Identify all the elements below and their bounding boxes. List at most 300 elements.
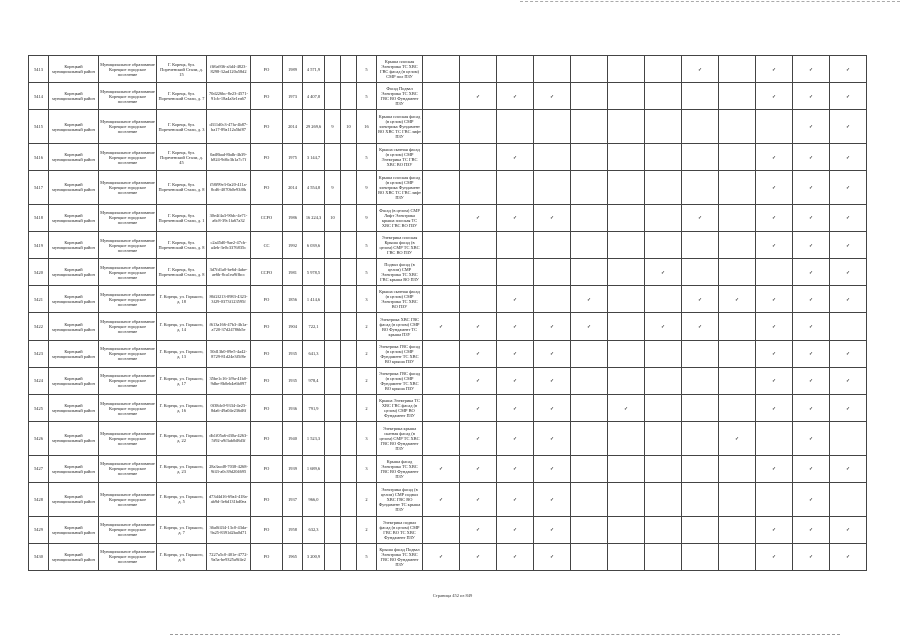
empty-check-cell xyxy=(608,231,645,258)
floors-cell xyxy=(325,422,341,456)
check-mark-icon: ✓ xyxy=(756,543,793,570)
district-cell: Корецкий муниципальный район xyxy=(49,83,99,110)
fund-type-cell: FO xyxy=(251,340,283,367)
row-number: 5419 xyxy=(29,231,49,258)
district-cell: Корецкий муниципальный район xyxy=(49,340,99,367)
entrances-cell xyxy=(341,259,357,286)
works-cell: Фасад Подвал Электрика ТС ХВС ГВС ВО Фундамент ПЗУ xyxy=(377,83,423,110)
check-mark-icon: ✓ xyxy=(719,286,756,313)
check-mark-icon: ✓ xyxy=(534,340,571,367)
empty-check-cell xyxy=(571,231,608,258)
check-mark-icon: ✓ xyxy=(793,231,830,258)
empty-check-cell xyxy=(497,110,534,144)
works-cell: Электрика ГВС фасад (в целом) СМР Фундамент ТС ХВС ВО крыша ПЗУ xyxy=(377,367,423,394)
area-cell: 3 200,9 xyxy=(303,543,325,570)
floors-cell xyxy=(325,367,341,394)
year-cell: 1935 xyxy=(283,340,303,367)
empty-check-cell xyxy=(423,340,460,367)
empty-check-cell xyxy=(719,56,756,83)
check-mark-icon: ✓ xyxy=(793,367,830,394)
row-number: 5413 xyxy=(29,56,49,83)
empty-check-cell xyxy=(423,286,460,313)
empty-check-cell xyxy=(608,259,645,286)
empty-check-cell xyxy=(571,543,608,570)
check-mark-icon: ✓ xyxy=(756,286,793,313)
district-cell: Корецкий муниципальный район xyxy=(49,143,99,170)
empty-check-cell xyxy=(423,171,460,205)
check-mark-icon: ✓ xyxy=(645,259,682,286)
fund-type-cell: CCFO xyxy=(251,259,283,286)
check-mark-icon: ✓ xyxy=(423,455,460,482)
table-row xyxy=(29,455,867,482)
table-row xyxy=(29,286,867,313)
empty-check-cell xyxy=(756,482,793,516)
house-id-cell: 70d226bc-8e23-4571-91cb-18a4a3e1ea67 xyxy=(207,83,251,110)
row-number: 5414 xyxy=(29,83,49,110)
check-mark-icon: ✓ xyxy=(497,455,534,482)
address-cell: Г. Корецк, ул. Горького, д. 5 xyxy=(157,482,207,516)
table-row xyxy=(29,143,867,170)
empty-check-cell xyxy=(571,204,608,231)
check-mark-icon: ✓ xyxy=(793,286,830,313)
check-mark-icon: ✓ xyxy=(423,543,460,570)
house-id-cell: c2a45d0-9ae2-47cb-a4eb-3e0c3376835c xyxy=(207,231,251,258)
empty-check-cell xyxy=(719,110,756,144)
empty-check-cell xyxy=(608,204,645,231)
empty-check-cell xyxy=(608,171,645,205)
empty-check-cell xyxy=(571,422,608,456)
empty-check-cell xyxy=(645,110,682,144)
year-cell: 1940 xyxy=(283,422,303,456)
empty-check-cell xyxy=(830,422,867,456)
area-cell: 4 407,8 xyxy=(303,83,325,110)
empty-check-cell xyxy=(719,543,756,570)
district-cell: Корецкий муниципальный район xyxy=(49,455,99,482)
empty-check-cell xyxy=(830,482,867,516)
check-mark-icon: ✓ xyxy=(460,367,497,394)
count-cell: 2 xyxy=(357,482,377,516)
table-row xyxy=(29,543,867,570)
check-mark-icon: ✓ xyxy=(793,171,830,205)
empty-check-cell xyxy=(571,171,608,205)
empty-check-cell xyxy=(608,482,645,516)
check-mark-icon: ✓ xyxy=(830,56,867,83)
empty-check-cell xyxy=(719,313,756,340)
empty-check-cell xyxy=(719,455,756,482)
empty-check-cell xyxy=(534,171,571,205)
empty-check-cell xyxy=(682,259,719,286)
empty-check-cell xyxy=(719,231,756,258)
empty-check-cell xyxy=(682,543,719,570)
fund-type-cell: CCFO xyxy=(251,204,283,231)
fund-type-cell: FO xyxy=(251,83,283,110)
area-cell: 1 414,6 xyxy=(303,286,325,313)
row-number: 5428 xyxy=(29,482,49,516)
empty-check-cell xyxy=(497,231,534,258)
floors-cell xyxy=(325,83,341,110)
address-cell: Г. Корецк, бул. Пореченский Стали, д. 45 xyxy=(157,143,207,170)
empty-check-cell xyxy=(682,367,719,394)
works-cell: Электрика плоская Крыша фасад (в целом) СМР ТС ХВС ГВС ВО ПЗУ xyxy=(377,231,423,258)
fund-type-cell: FO xyxy=(251,395,283,422)
year-cell: 1992 xyxy=(283,231,303,258)
table-row xyxy=(29,83,867,110)
entrances-cell xyxy=(341,516,357,543)
check-mark-icon: ✓ xyxy=(756,367,793,394)
empty-check-cell xyxy=(645,422,682,456)
empty-check-cell xyxy=(645,455,682,482)
district-cell: Корецкий муниципальный район xyxy=(49,543,99,570)
count-cell: 16 xyxy=(357,110,377,144)
table-row xyxy=(29,110,867,144)
district-cell: Корецкий муниципальный район xyxy=(49,313,99,340)
check-mark-icon: ✓ xyxy=(460,83,497,110)
check-mark-icon: ✓ xyxy=(682,286,719,313)
entrances-cell xyxy=(341,455,357,482)
check-mark-icon: ✓ xyxy=(682,204,719,231)
empty-check-cell xyxy=(571,259,608,286)
entrances-cell xyxy=(341,231,357,258)
row-number: 5429 xyxy=(29,516,49,543)
empty-check-cell xyxy=(645,286,682,313)
check-mark-icon: ✓ xyxy=(497,143,534,170)
house-id-cell: d73d4d16-69a4-418a-ab9d-3e6d131bd0ea xyxy=(207,482,251,516)
works-cell: Электрика подвал фасад (в целом) СМР ГВС ВО ТС ХВС Фундамент ПЗУ xyxy=(377,516,423,543)
address-cell: Г. Корецк, ул. Горького, д. 14 xyxy=(157,313,207,340)
check-mark-icon: ✓ xyxy=(534,204,571,231)
check-mark-icon: ✓ xyxy=(460,340,497,367)
entrances-cell xyxy=(341,204,357,231)
entrances-cell xyxy=(341,482,357,516)
empty-check-cell xyxy=(682,171,719,205)
check-mark-icon: ✓ xyxy=(645,313,682,340)
empty-check-cell xyxy=(608,367,645,394)
works-cell: Электрика ХВС ГВС фасад (в целом) СМР ВО Фундамент ТС крыша ПЗУ xyxy=(377,313,423,340)
empty-check-cell xyxy=(719,340,756,367)
row-number: 5418 xyxy=(29,204,49,231)
entrances-cell xyxy=(341,422,357,456)
municipality-cell: Муниципальное образование Корецкое городское поселение xyxy=(99,171,157,205)
check-mark-icon: ✓ xyxy=(534,422,571,456)
empty-check-cell xyxy=(645,482,682,516)
register-table xyxy=(28,55,867,571)
district-cell: Корецкий муниципальный район xyxy=(49,259,99,286)
check-mark-icon: ✓ xyxy=(830,110,867,144)
check-mark-icon: ✓ xyxy=(497,516,534,543)
empty-check-cell xyxy=(719,83,756,110)
empty-check-cell xyxy=(534,110,571,144)
entrances-cell xyxy=(341,313,357,340)
check-mark-icon: ✓ xyxy=(830,259,867,286)
works-cell: Электрика ГВС фасад (в целом) СМР Фундамент ТС ХВС ВО крыша ПЗУ xyxy=(377,340,423,367)
works-cell: Крыша плоская фасад (в целом) СМР электрика Фундамент ВО ХВС ТС ГВС лифт ПЗУ xyxy=(377,110,423,144)
district-cell: Корецкий муниципальный район xyxy=(49,482,99,516)
district-cell: Корецкий муниципальный район xyxy=(49,171,99,205)
empty-check-cell xyxy=(682,516,719,543)
floors-cell: 10 xyxy=(325,204,341,231)
row-number: 5426 xyxy=(29,422,49,456)
row-number: 5417 xyxy=(29,171,49,205)
check-mark-icon: ✓ xyxy=(497,482,534,516)
empty-check-cell xyxy=(460,171,497,205)
empty-check-cell xyxy=(534,143,571,170)
empty-check-cell xyxy=(608,143,645,170)
check-mark-icon: ✓ xyxy=(793,110,830,144)
fund-type-cell: FO xyxy=(251,516,283,543)
municipality-cell: Муниципальное образование Корецкое городское поселение xyxy=(99,340,157,367)
check-mark-icon: ✓ xyxy=(756,313,793,340)
empty-check-cell xyxy=(423,110,460,144)
fund-type-cell: FO xyxy=(251,171,283,205)
district-cell: Корецкий муниципальный район xyxy=(49,395,99,422)
district-cell: Корецкий муниципальный район xyxy=(49,422,99,456)
year-cell: 1989 xyxy=(283,56,303,83)
check-mark-icon: ✓ xyxy=(460,422,497,456)
check-mark-icon: ✓ xyxy=(534,482,571,516)
empty-check-cell xyxy=(497,259,534,286)
address-cell: Г. Корецк, ул. Горького, д. 16 xyxy=(157,395,207,422)
year-cell: 1904 xyxy=(283,313,303,340)
check-mark-icon: ✓ xyxy=(756,143,793,170)
empty-check-cell xyxy=(756,259,793,286)
check-mark-icon: ✓ xyxy=(793,455,830,482)
fund-type-cell: FO xyxy=(251,143,283,170)
empty-check-cell xyxy=(645,516,682,543)
empty-check-cell xyxy=(571,56,608,83)
row-number: 5415 xyxy=(29,110,49,144)
floors-cell xyxy=(325,340,341,367)
municipality-cell: Муниципальное образование Корецкое городское поселение xyxy=(99,231,157,258)
empty-check-cell xyxy=(571,340,608,367)
check-mark-icon: ✓ xyxy=(756,83,793,110)
empty-check-cell xyxy=(534,286,571,313)
check-mark-icon: ✓ xyxy=(793,482,830,516)
empty-check-cell xyxy=(756,110,793,144)
fund-type-cell: FO xyxy=(251,286,283,313)
empty-check-cell xyxy=(571,482,608,516)
empty-check-cell xyxy=(645,83,682,110)
address-cell: Г. Корецк, ул. Горького, д. 18 xyxy=(157,286,207,313)
count-cell: 2 xyxy=(357,395,377,422)
check-mark-icon: ✓ xyxy=(830,83,867,110)
table-row xyxy=(29,340,867,367)
check-mark-icon: ✓ xyxy=(460,204,497,231)
table-row xyxy=(29,171,867,205)
check-mark-icon: ✓ xyxy=(830,204,867,231)
page-footer: Страница 452 из 849 xyxy=(432,593,473,598)
empty-check-cell xyxy=(645,204,682,231)
municipality-cell: Муниципальное образование Корецкое городское поселение xyxy=(99,516,157,543)
check-mark-icon: ✓ xyxy=(830,340,867,367)
floors-cell xyxy=(325,286,341,313)
check-mark-icon: ✓ xyxy=(830,231,867,258)
count-cell: 2 xyxy=(357,340,377,367)
empty-check-cell xyxy=(682,143,719,170)
empty-check-cell xyxy=(608,110,645,144)
house-id-cell: 0f38dc0-9334-4e23-8da6-49a04e236d8f xyxy=(207,395,251,422)
works-cell: Электрика крыша скатная фасад (в целом) СМР ТС ХВС ГВС ВО Фундамент ПЗУ xyxy=(377,422,423,456)
empty-check-cell xyxy=(682,231,719,258)
district-cell: Корецкий муниципальный район xyxy=(49,56,99,83)
row-number: 5430 xyxy=(29,543,49,570)
area-cell: 3 144,7 xyxy=(303,143,325,170)
check-mark-icon: ✓ xyxy=(756,231,793,258)
check-mark-icon: ✓ xyxy=(830,543,867,570)
district-cell: Корецкий муниципальный район xyxy=(49,231,99,258)
empty-check-cell xyxy=(571,367,608,394)
check-mark-icon: ✓ xyxy=(571,286,608,313)
district-cell: Корецкий муниципальный район xyxy=(49,286,99,313)
fund-type-cell: FO xyxy=(251,543,283,570)
row-number: 5422 xyxy=(29,313,49,340)
check-mark-icon: ✓ xyxy=(497,286,534,313)
municipality-cell: Муниципальное образование Корецкое городское поселение xyxy=(99,313,157,340)
check-mark-icon: ✓ xyxy=(756,171,793,205)
empty-check-cell xyxy=(719,143,756,170)
year-cell: 2014 xyxy=(283,110,303,144)
check-mark-icon: ✓ xyxy=(460,395,497,422)
table-row xyxy=(29,259,867,286)
table-row xyxy=(29,56,867,83)
check-mark-icon: ✓ xyxy=(460,516,497,543)
empty-check-cell xyxy=(719,259,756,286)
entrances-cell xyxy=(341,367,357,394)
municipality-cell: Муниципальное образование Корецкое городское поселение xyxy=(99,455,157,482)
area-cell: 978,4 xyxy=(303,367,325,394)
count-cell: 2 xyxy=(357,367,377,394)
year-cell: 1973 xyxy=(283,83,303,110)
check-mark-icon: ✓ xyxy=(793,313,830,340)
empty-check-cell xyxy=(423,367,460,394)
empty-check-cell xyxy=(830,313,867,340)
house-id-cell: 35be1c16-1f9a-41b0-9dbe-8b0eb4e6b097 xyxy=(207,367,251,394)
empty-check-cell xyxy=(682,395,719,422)
municipality-cell: Муниципальное образование Корецкое городское поселение xyxy=(99,56,157,83)
floors-cell xyxy=(325,543,341,570)
floors-cell xyxy=(325,455,341,482)
empty-check-cell xyxy=(682,482,719,516)
entrances-cell: 10 xyxy=(341,110,357,144)
municipality-cell: Муниципальное образование Корецкое городское поселение xyxy=(99,143,157,170)
municipality-cell: Муниципальное образование Корецкое городское поселение xyxy=(99,422,157,456)
empty-check-cell xyxy=(682,340,719,367)
floors-cell xyxy=(325,482,341,516)
works-cell: Крыша скатная фасад (в целом) СМР Электрика ТС ХВС ВО ПЗУ xyxy=(377,286,423,313)
check-mark-icon: ✓ xyxy=(534,395,571,422)
area-cell: 16 224,3 xyxy=(303,204,325,231)
floors-cell: 9 xyxy=(325,171,341,205)
entrances-cell xyxy=(341,543,357,570)
house-id-cell: 28a3acd8-7038-4268-9f43-a0c39d204695 xyxy=(207,455,251,482)
table-row xyxy=(29,482,867,516)
house-id-cell: db1f05a6-d30a-4263-5f92-a9f3ab0d8d3f xyxy=(207,422,251,456)
check-mark-icon: ✓ xyxy=(497,204,534,231)
table-row xyxy=(29,367,867,394)
year-cell: 1856 xyxy=(283,286,303,313)
row-number: 5416 xyxy=(29,143,49,170)
check-mark-icon: ✓ xyxy=(460,455,497,482)
area-cell: 6 039,6 xyxy=(303,231,325,258)
check-mark-icon: ✓ xyxy=(534,543,571,570)
check-mark-icon: ✓ xyxy=(682,56,719,83)
row-number: 5423 xyxy=(29,340,49,367)
check-mark-icon: ✓ xyxy=(830,171,867,205)
check-mark-icon: ✓ xyxy=(756,56,793,83)
empty-check-cell xyxy=(423,56,460,83)
empty-check-cell xyxy=(423,259,460,286)
house-id-cell: 30e4f4a3-90dc-4e71-a6c8-39c1fa67a32 xyxy=(207,204,251,231)
count-cell: 3 xyxy=(357,286,377,313)
empty-check-cell xyxy=(423,395,460,422)
check-mark-icon: ✓ xyxy=(497,422,534,456)
municipality-cell: Муниципальное образование Корецкое городское поселение xyxy=(99,259,157,286)
empty-check-cell xyxy=(645,143,682,170)
empty-check-cell xyxy=(608,83,645,110)
empty-check-cell xyxy=(608,516,645,543)
register-rows xyxy=(29,56,867,571)
empty-check-cell xyxy=(423,204,460,231)
address-cell: Г. Корецк, бул. Пореченский Стали, д. 1 xyxy=(157,204,207,231)
empty-check-cell xyxy=(608,422,645,456)
entrances-cell xyxy=(341,286,357,313)
empty-check-cell xyxy=(608,543,645,570)
check-mark-icon: ✓ xyxy=(756,340,793,367)
municipality-cell: Муниципальное образование Корецкое городское поселение xyxy=(99,83,157,110)
empty-check-cell xyxy=(682,455,719,482)
row-number: 5421 xyxy=(29,286,49,313)
empty-check-cell xyxy=(645,340,682,367)
check-mark-icon: ✓ xyxy=(756,395,793,422)
empty-check-cell xyxy=(423,83,460,110)
table-row xyxy=(29,231,867,258)
area-cell: 29 269,6 xyxy=(303,110,325,144)
empty-check-cell xyxy=(608,455,645,482)
municipality-cell: Муниципальное образование Корецкое городское поселение xyxy=(99,543,157,570)
empty-check-cell xyxy=(571,143,608,170)
area-cell: 966,0 xyxy=(303,482,325,516)
house-id-cell: 50d13b0-09e5-4a42-8729-81d24e3f5f8e xyxy=(207,340,251,367)
check-mark-icon: ✓ xyxy=(497,367,534,394)
check-mark-icon: ✓ xyxy=(497,395,534,422)
check-mark-icon: ✓ xyxy=(497,83,534,110)
area-cell: 791,9 xyxy=(303,395,325,422)
area-cell: 5 978,5 xyxy=(303,259,325,286)
fund-type-cell: FO xyxy=(251,422,283,456)
count-cell: 3 xyxy=(357,422,377,456)
check-mark-icon: ✓ xyxy=(793,56,830,83)
check-mark-icon: ✓ xyxy=(497,340,534,367)
empty-check-cell xyxy=(497,56,534,83)
row-number: 5424 xyxy=(29,367,49,394)
check-mark-icon: ✓ xyxy=(534,83,571,110)
floors-cell xyxy=(325,143,341,170)
check-mark-icon: ✓ xyxy=(830,286,867,313)
check-mark-icon: ✓ xyxy=(793,143,830,170)
works-cell: Крыша Электрика ТС ХВС ГВС фасад (в целом) СМР ВО Фундамент ПЗУ xyxy=(377,395,423,422)
check-mark-icon: ✓ xyxy=(460,482,497,516)
floors-cell: 9 xyxy=(325,110,341,144)
fund-type-cell: FO xyxy=(251,56,283,83)
house-id-cell: f58f99e3-0a20-411a-8cd6-4070b0e93f0b xyxy=(207,171,251,205)
address-cell: Г. Корецк, бул. Пореченский Стали, д. 8 xyxy=(157,259,207,286)
table-row xyxy=(29,395,867,422)
municipality-cell: Муниципальное образование Корецкое городское поселение xyxy=(99,482,157,516)
empty-check-cell xyxy=(719,482,756,516)
year-cell: 1936 xyxy=(283,395,303,422)
empty-check-cell xyxy=(719,516,756,543)
empty-check-cell xyxy=(608,56,645,83)
empty-check-cell xyxy=(571,455,608,482)
